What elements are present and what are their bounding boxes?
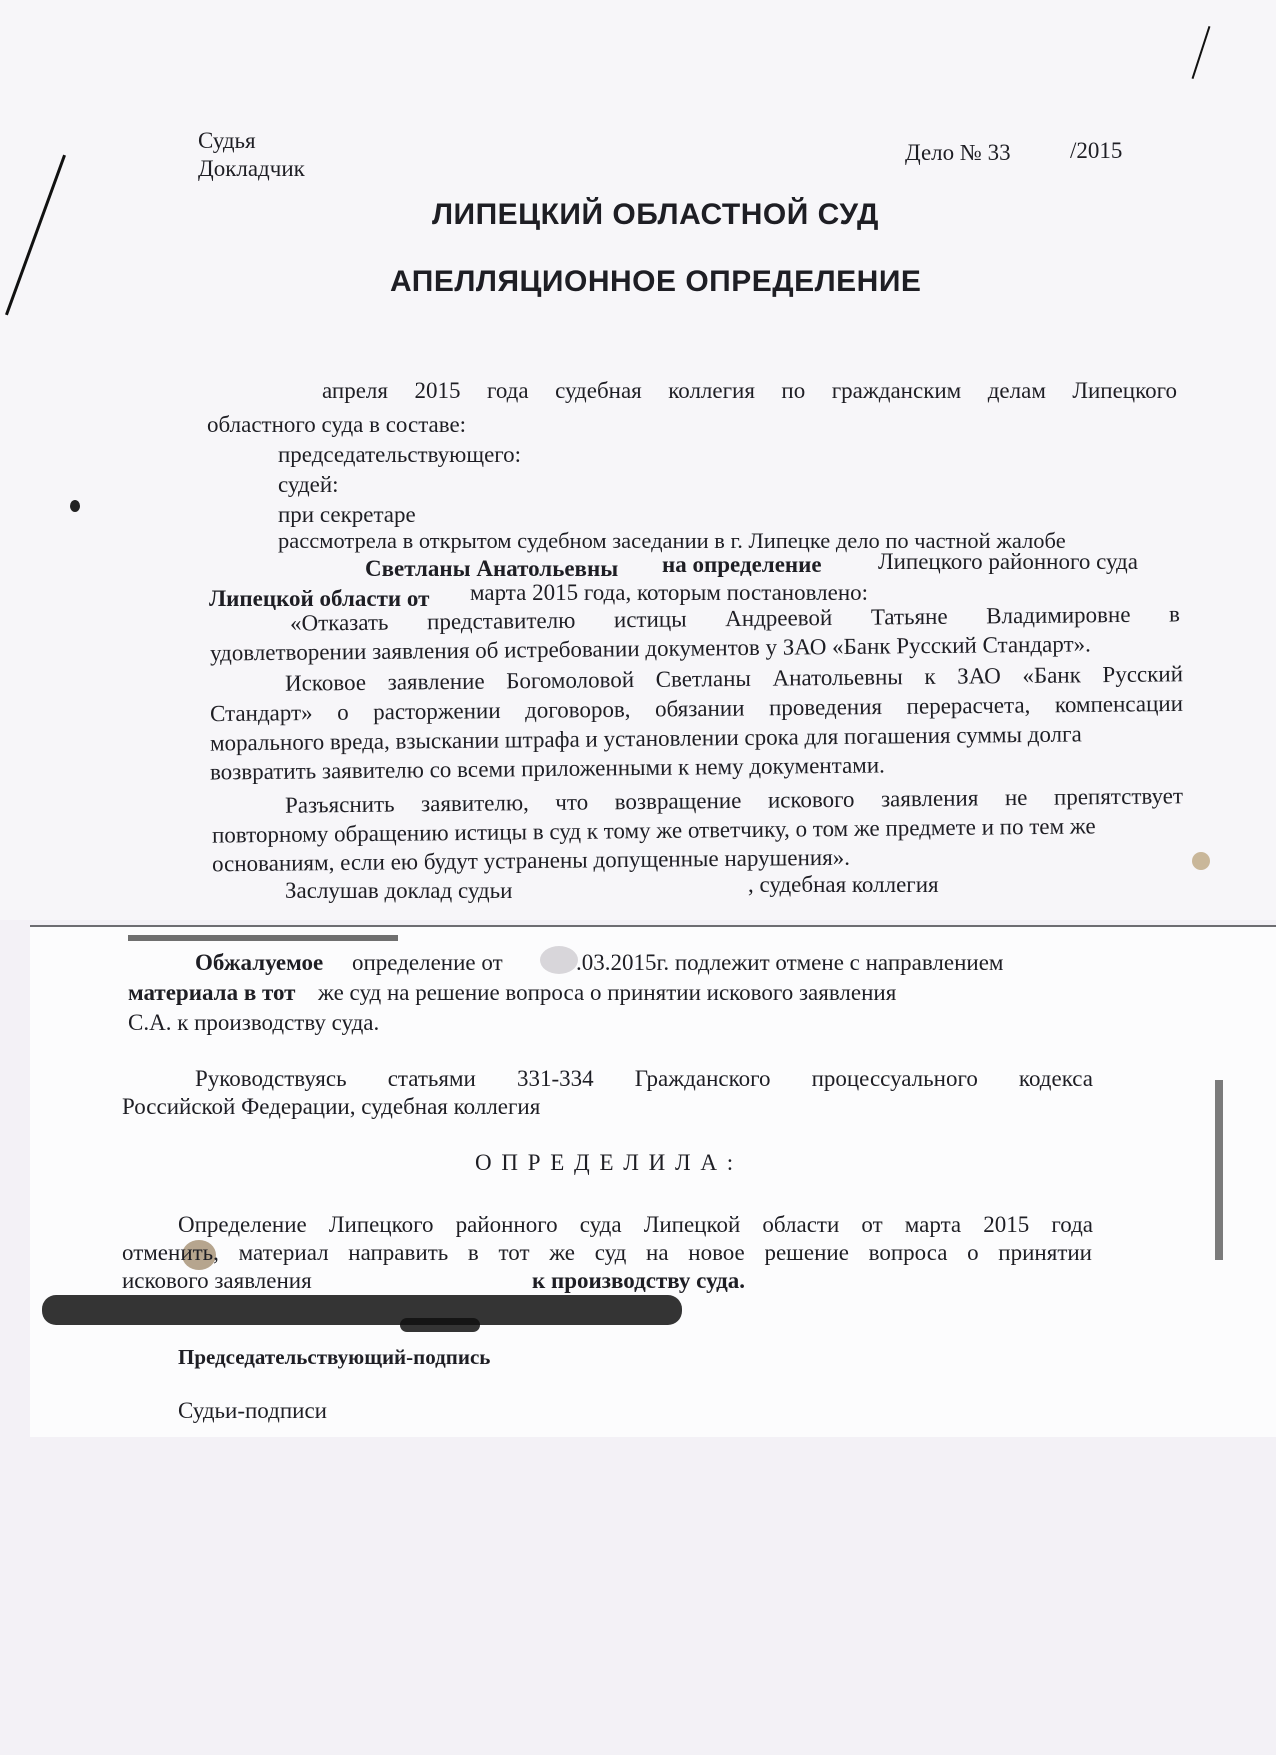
secretary-label: при секретаре: [278, 502, 416, 527]
case-number: Дело № 33: [905, 140, 1011, 165]
considered-line: рассмотрела в открытом судебном заседании в г. Липецке дело по частной жалобе: [278, 528, 1066, 553]
quote-line-7: Разъяснить заявителю, что возвращение искового заявления не препятствует: [284, 783, 1184, 818]
case-year: /2015: [1070, 138, 1123, 163]
judges-signature: Судьи-подписи: [178, 1398, 327, 1423]
presiding-signature: Председательствующий-подпись: [178, 1345, 491, 1369]
smudged-line: [128, 935, 398, 941]
black-smear: [400, 1318, 480, 1332]
p2-line-2: Российской Федерации, судебная коллегия: [122, 1094, 541, 1119]
p3-line-3b: к производству суда.: [532, 1268, 746, 1293]
quote-line-3: Исковое заявление Богомоловой Светланы Анатольевны к ЗАО «Банк Русский: [284, 661, 1184, 696]
heard-line-a: Заслушав доклад судьи: [285, 878, 513, 903]
p3-line-2: отменить, материал направить в тот же суд на новое решение вопроса о принятии: [122, 1240, 1092, 1265]
petitioner-name: Светланы Анатольевны: [365, 556, 619, 581]
intro-line-1: апреля 2015 года судебная коллегия по гражданским делам Липецкого: [322, 378, 1177, 403]
p1-line2-b: же суд на решение вопроса о принятии искового заявления: [318, 980, 897, 1005]
p3-line-3a: искового заявления: [122, 1268, 312, 1293]
ruling-date: марта 2015 года, которым постановлено:: [470, 580, 869, 605]
ruling-ref: на определение: [662, 552, 822, 577]
heard-line-b: , судебная коллегия: [748, 872, 939, 897]
p1-line1-c: .03.2015г. подлежит отмене с направлением: [576, 950, 1004, 975]
ink-dot: [70, 500, 80, 512]
decided-heading: О П Р Е Д Е Л И Л А :: [475, 1150, 736, 1175]
judge-label: Судья: [198, 128, 256, 153]
quote-line-5: морального вреда, взыскании штрафа и установлении срока для погашения суммы долга: [209, 721, 1082, 756]
intro-line-2: областного суда в составе:: [207, 412, 467, 437]
redaction-blob: [540, 946, 578, 974]
p1-line1-b: определение от: [352, 950, 503, 975]
p2-line-1: Руководствуясь статьями 331-334 Гражданского процессуального кодекса: [195, 1066, 1093, 1091]
black-smear: [42, 1295, 682, 1325]
appealed-word: Обжалуемое: [195, 950, 324, 975]
judges-label: судей:: [278, 472, 339, 497]
court-name: ЛИПЕЦКИЙ ОБЛАСТНОЙ СУД: [432, 198, 879, 231]
quote-line-6: возвратить заявителю со всеми приложенными к нему документами.: [209, 752, 885, 785]
right-edge-speckle: [1215, 1080, 1223, 1260]
p1-line2-a: материала в тот: [128, 980, 296, 1005]
quote-line-2: удовлетворении заявления об истребовании документов у ЗАО «Банк Русский Стандарт».: [209, 631, 1091, 666]
document-title: АПЕЛЛЯЦИОННОЕ ОПРЕДЕЛЕНИЕ: [390, 265, 922, 298]
presiding-label: председательствующего:: [278, 442, 522, 467]
quote-line-9: основаниям, если ею будут устранены допущенные нарушения».: [211, 844, 851, 877]
p1-line3: С.А. к производству суда.: [128, 1010, 380, 1035]
district-court: Липецкого районного суда: [878, 549, 1138, 574]
p3-line-1: Определение Липецкого районного суда Липецкой области от марта 2015 года: [178, 1212, 1093, 1237]
quote-line-4: Стандарт» о расторжении договоров, обязании проведения перерасчета, компенсации: [209, 690, 1184, 727]
quote-line-1: «Отказать представителю истицы Андреевой Татьяне Владимировне в: [289, 601, 1181, 636]
rapporteur-label: Докладчик: [198, 156, 305, 181]
region-ref: Липецкой области от: [209, 586, 430, 611]
stain: [1192, 852, 1210, 870]
quote-line-8: повторному обращению истицы в суд к тому же ответчику, о том же предмете и по тем же: [211, 813, 1096, 848]
